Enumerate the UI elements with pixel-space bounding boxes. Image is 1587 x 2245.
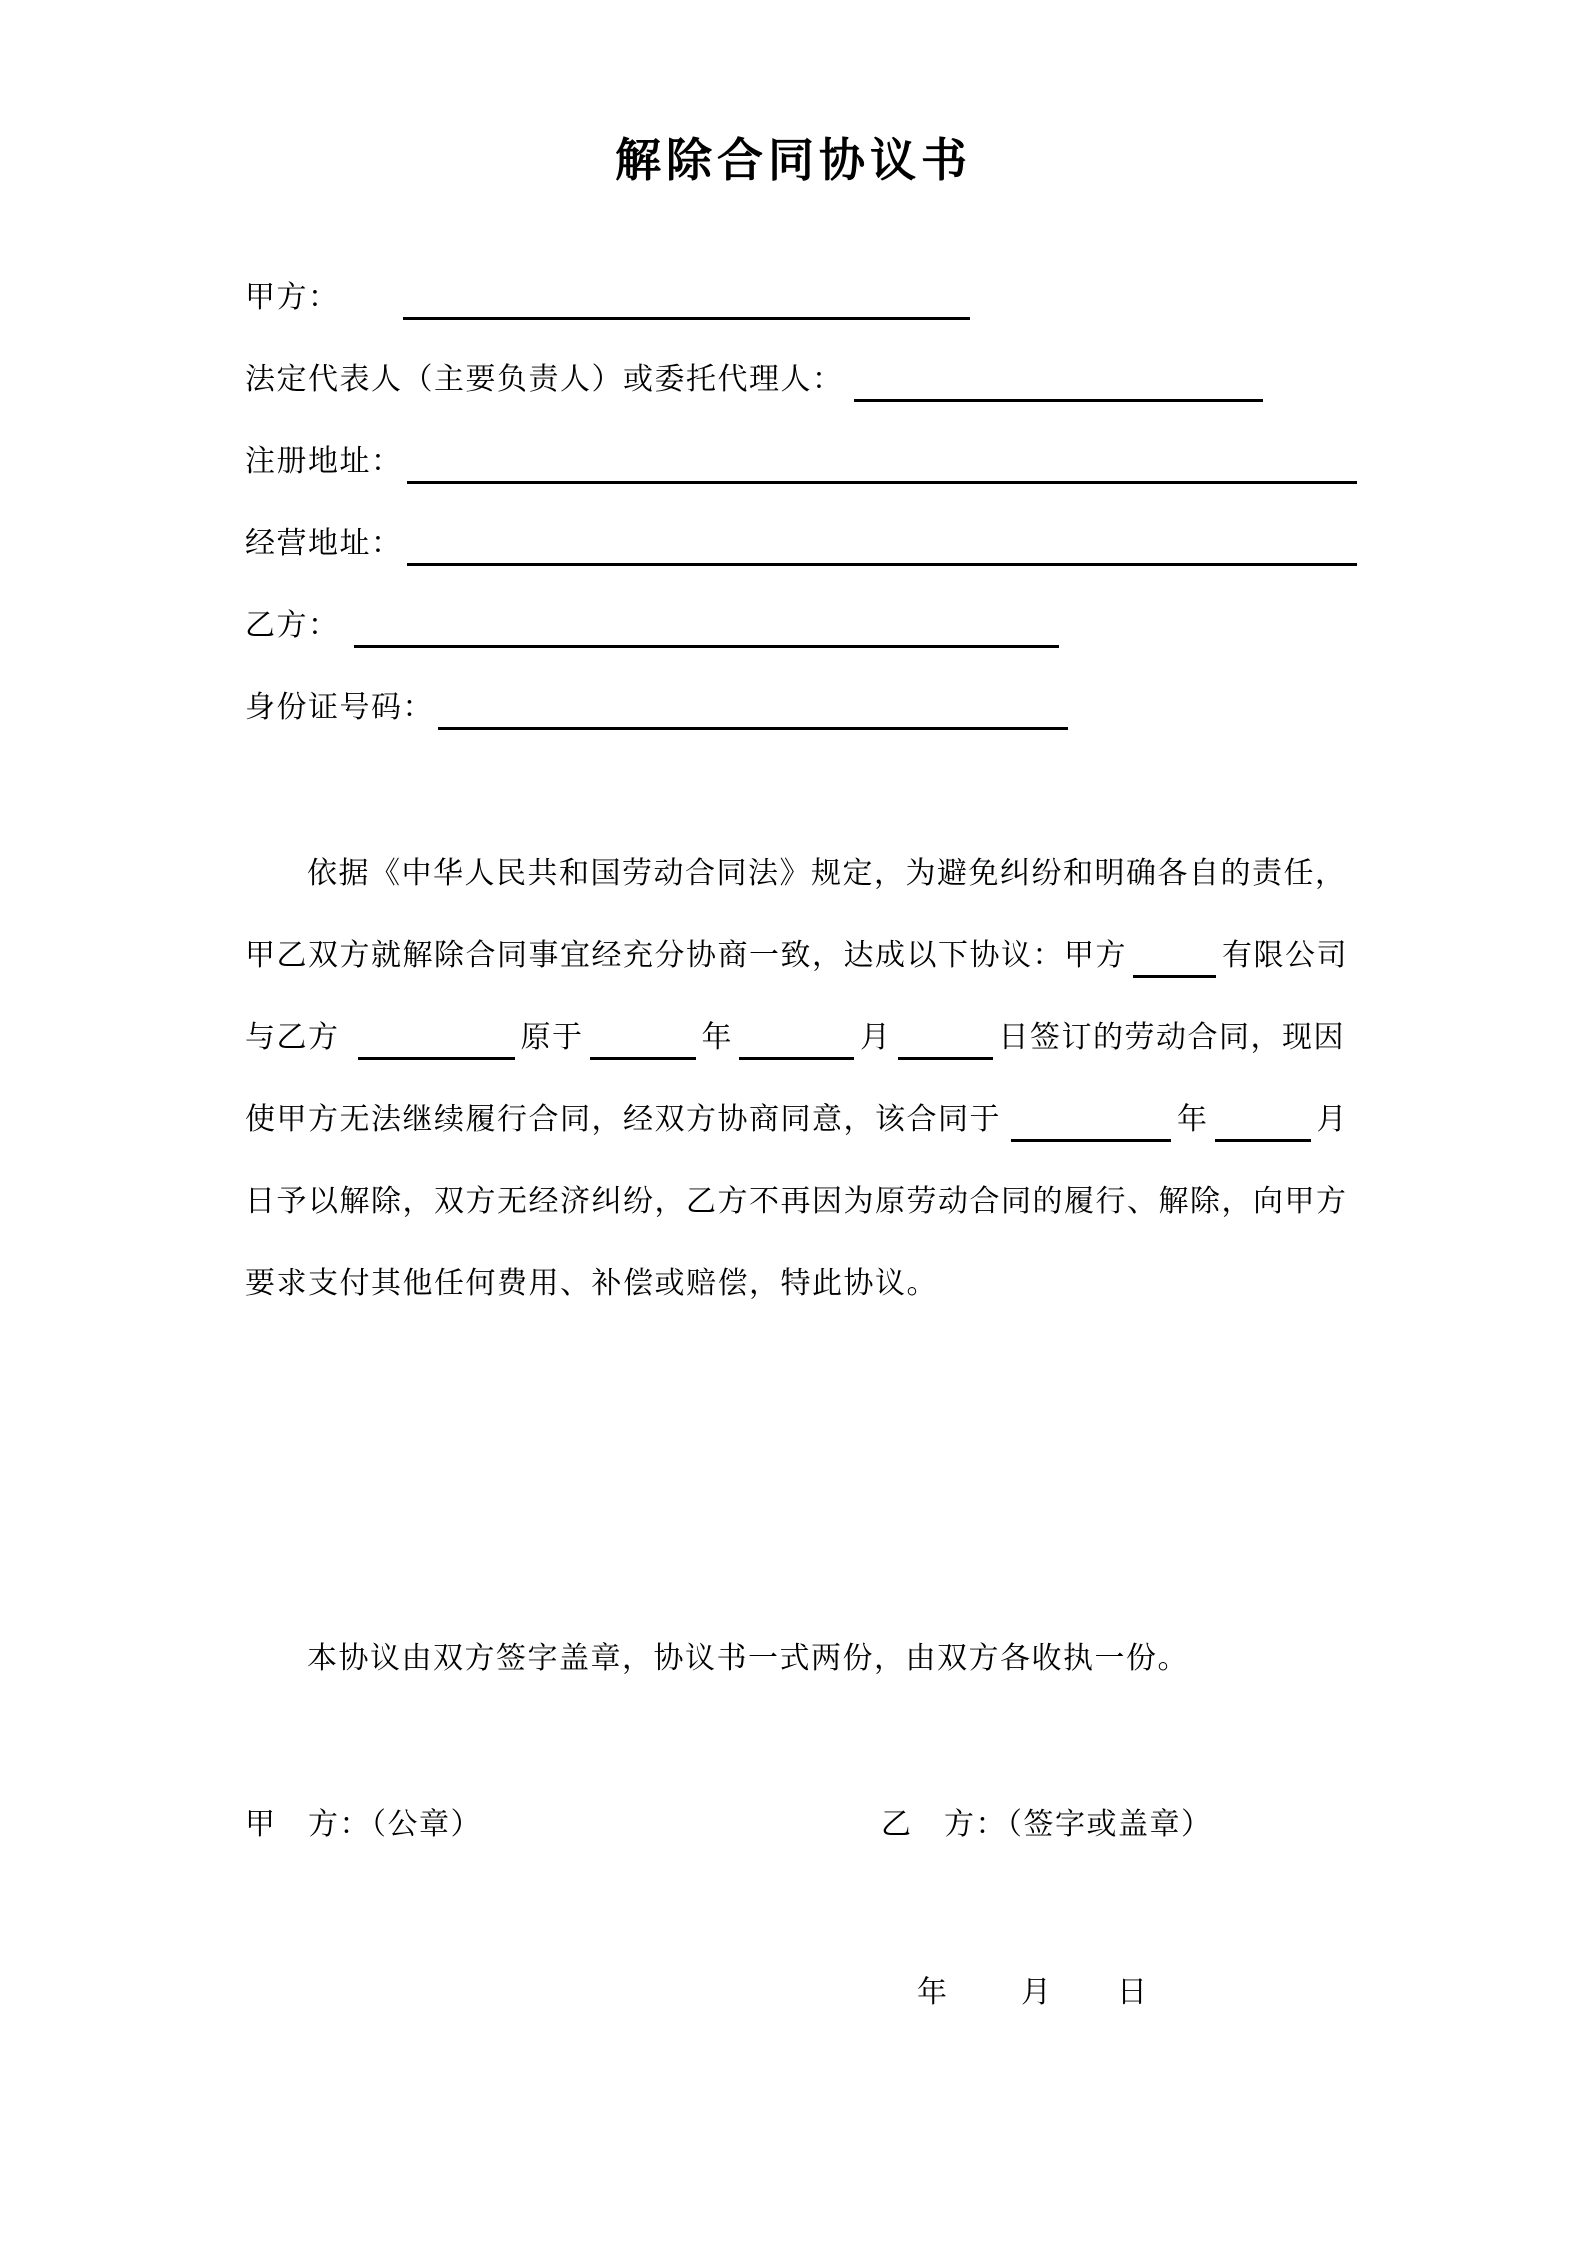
party-b-label: 乙方： — [245, 609, 340, 642]
party-a-label: 甲方： — [245, 281, 340, 314]
sign-month-blank-field — [739, 1057, 854, 1060]
agreement-line-4-text-c: 月 — [1316, 1103, 1348, 1136]
document-title: 解除合同协议书 — [615, 135, 972, 186]
legal-representative-label: 法定代表人（主要负责人）或委托代理人： — [245, 363, 844, 396]
agreement-line-4-text-a: 使甲方无法继续履行合同，经双方协商同意，该合同于 — [245, 1103, 1001, 1136]
sign-day-blank-field — [898, 1057, 993, 1060]
agreement-line-2 — [245, 915, 1375, 997]
date-year-label: 年 — [917, 1976, 947, 2009]
terminate-month-blank-field — [1215, 1139, 1311, 1142]
agreement-line-3-text-e: 日签订的劳动合同，现因 — [998, 1021, 1345, 1054]
copies-statement: 本协议由双方签字盖章，协议书一式两份，由双方各收执一份。 — [307, 1642, 1189, 1675]
agreement-line-3-text-d: 月 — [860, 1021, 892, 1054]
legal-representative-blank-field — [854, 399, 1263, 402]
agreement-line-5 — [245, 1161, 1375, 1243]
party-b-signature-label: 乙 方：（签字或盖章） — [881, 1808, 1213, 1841]
form-row-legal-representative — [245, 339, 1375, 421]
agreement-line-3-text-a: 与乙方 — [245, 1021, 340, 1054]
company-name-blank-field — [1133, 975, 1216, 978]
id-number-label: 身份证号码： — [245, 691, 434, 724]
form-row-party-a — [245, 257, 1375, 339]
agreement-line-3-text-b: 原于 — [520, 1021, 584, 1054]
registered-address-blank-field — [407, 481, 1357, 484]
agreement-line-6 — [245, 1243, 1375, 1325]
sign-year-blank-field — [590, 1057, 696, 1060]
agreement-line-4 — [245, 1079, 1375, 1161]
party-b-blank-field — [354, 645, 1059, 648]
agreement-line-5-text: 日予以解除，双方无经济纠纷，乙方不再因为原劳动合同的履行、解除，向甲方 — [245, 1185, 1348, 1218]
form-row-business-address — [245, 503, 1375, 585]
registered-address-label: 注册地址： — [245, 445, 403, 478]
agreement-paragraph — [245, 833, 1375, 1325]
agreement-line-3-text-c: 年 — [701, 1021, 733, 1054]
id-number-blank-field — [438, 727, 1068, 730]
form-section — [245, 257, 1375, 749]
employee-name-blank-field — [358, 1057, 515, 1060]
agreement-line-1-text: 依据《中华人民共和国劳动合同法》规定，为避免纠纷和明确各自的责任， — [307, 857, 1347, 890]
party-a-signature-label: 甲 方：（公章） — [245, 1808, 482, 1841]
agreement-line-2-text-a: 甲乙双方就解除合同事宜经充分协商一致，达成以下协议：甲方 — [245, 939, 1127, 972]
business-address-blank-field — [407, 563, 1357, 566]
form-row-party-b — [245, 585, 1375, 667]
date-day-label: 日 — [1117, 1976, 1147, 2009]
agreement-line-3 — [245, 997, 1375, 1079]
agreement-line-4-text-b: 年 — [1177, 1103, 1209, 1136]
form-row-registered-address — [245, 421, 1375, 503]
terminate-year-blank-field — [1011, 1139, 1171, 1142]
agreement-line-1 — [245, 833, 1375, 915]
agreement-line-6-text: 要求支付其他任何费用、补偿或赔偿，特此协议。 — [245, 1267, 938, 1300]
form-row-id-number — [245, 667, 1375, 749]
date-month-label: 月 — [1021, 1976, 1051, 2009]
business-address-label: 经营地址： — [245, 527, 403, 560]
date-line — [917, 1967, 1147, 2019]
party-a-blank-field — [403, 317, 970, 320]
agreement-line-2-text-b: 有限公司 — [1222, 939, 1348, 972]
